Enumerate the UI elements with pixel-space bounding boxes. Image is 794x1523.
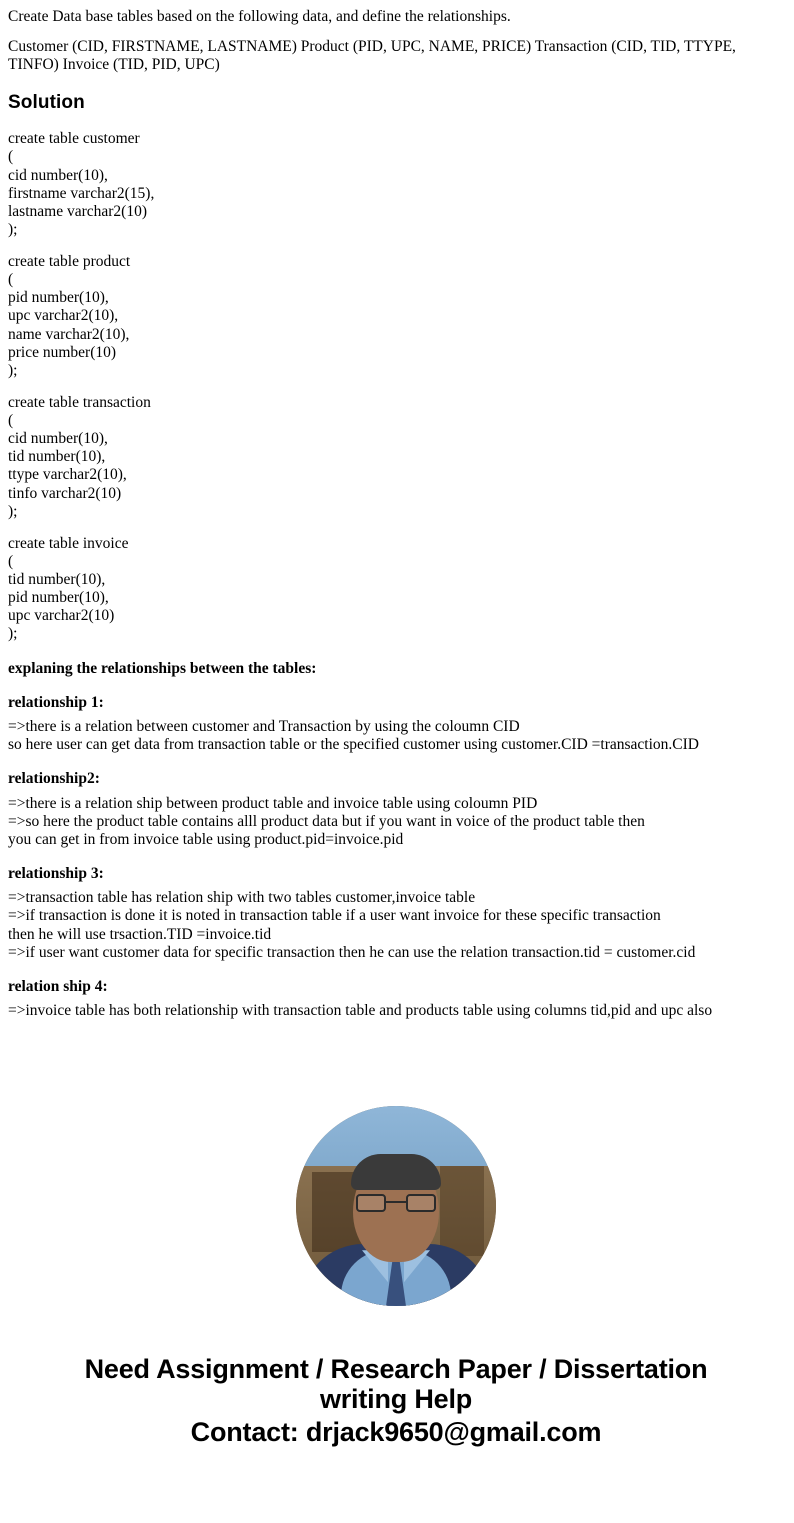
relationship-line: =>transaction table has relation ship with two tables customer,invoice table xyxy=(8,889,476,907)
relationship-line: =>there is a relation ship between product table and invoice table using coloumn PID xyxy=(8,794,538,812)
relationship-line: =>so here the product table contains alll product data but if you want in voice of the product table then xyxy=(8,812,645,830)
code-line: ttype varchar2(10), xyxy=(8,466,127,484)
relationship-title: relationship 3: xyxy=(8,865,104,883)
code-block-customer xyxy=(8,130,784,239)
relationship-1 xyxy=(8,694,784,755)
code-line: create table transaction xyxy=(8,393,151,411)
avatar-container xyxy=(8,1106,784,1306)
code-line: ( xyxy=(8,552,14,570)
glasses-lens-right xyxy=(406,1194,436,1212)
glasses-lens-left xyxy=(356,1194,386,1212)
glasses-bridge xyxy=(386,1201,406,1203)
code-line: upc varchar2(10) xyxy=(8,607,115,625)
code-line: create table customer xyxy=(8,130,140,148)
intro-paragraph-2: Customer (CID, FIRSTNAME, LASTNAME) Product (PID, UPC, NAME, PRICE) Transaction (CID, TID, TTYPE, TINFO) Invoice (TID, PID, UPC) xyxy=(8,37,736,73)
code-block-transaction xyxy=(8,394,784,521)
relationship-3 xyxy=(8,865,784,962)
code-line: ); xyxy=(8,361,18,379)
code-line: create table product xyxy=(8,253,131,271)
code-line: ); xyxy=(8,220,18,238)
relationship-title: relationship 1: xyxy=(8,693,104,711)
relationship-line: =>there is a relation between customer and Transaction by using the coloumn CID xyxy=(8,718,520,736)
intro-paragraph-1: Create Data base tables based on the following data, and define the relationships. xyxy=(8,8,511,25)
code-line: ( xyxy=(8,271,14,289)
code-line: ( xyxy=(8,148,14,166)
code-line: tinfo varchar2(10) xyxy=(8,484,122,502)
relationship-line: =>if user want customer data for specific transaction then he can use the relation transaction.tid = customer.cid xyxy=(8,943,696,961)
code-line: ); xyxy=(8,502,18,520)
relationship-line: you can get in from invoice table using product.pid=invoice.pid xyxy=(8,830,404,848)
relationship-line: =>invoice table has both relationship with transaction table and products table using columns tid,pid and upc also xyxy=(8,1002,713,1020)
footer-line-2: writing Help xyxy=(319,1384,473,1415)
code-line: ); xyxy=(8,625,18,643)
avatar-background-panel-right xyxy=(440,1166,484,1256)
footer-line-1: Need Assignment / Research Paper / Dissertation xyxy=(84,1354,708,1385)
code-line: tid number(10), xyxy=(8,571,106,589)
code-line: pid number(10), xyxy=(8,289,109,307)
code-line: price number(10) xyxy=(8,343,117,361)
avatar-hair xyxy=(351,1154,441,1190)
footer-promo xyxy=(8,1354,784,1447)
relationship-line: =>if transaction is done it is noted in transaction table if a user want invoice for these specific transaction xyxy=(8,907,661,925)
solution-heading: Solution xyxy=(8,91,85,113)
relationship-line: then he will use trsaction.TID =invoice.tid xyxy=(8,925,272,943)
code-block-product xyxy=(8,253,784,380)
code-line: tid number(10), xyxy=(8,448,106,466)
code-block-invoice xyxy=(8,535,784,644)
code-line: cid number(10), xyxy=(8,166,108,184)
code-line: name varchar2(10), xyxy=(8,325,130,343)
code-line: upc varchar2(10), xyxy=(8,307,119,325)
relationship-4 xyxy=(8,978,784,1020)
avatar xyxy=(296,1106,496,1306)
relationship-line: so here user can get data from transaction table or the specified customer using customer.CID =transaction.CID xyxy=(8,736,699,754)
relationship-title: relationship2: xyxy=(8,770,100,788)
glasses-icon xyxy=(356,1194,436,1212)
code-line: lastname varchar2(10) xyxy=(8,202,148,220)
relationship-title: relation ship 4: xyxy=(8,977,108,995)
code-line: firstname varchar2(15), xyxy=(8,184,155,202)
code-line: create table invoice xyxy=(8,534,129,552)
code-line: ( xyxy=(8,412,14,430)
footer-contact: Contact: drjack9650@gmail.com xyxy=(190,1416,602,1447)
relationship-2 xyxy=(8,770,784,849)
code-line: pid number(10), xyxy=(8,589,109,607)
relationships-heading: explaning the relationships between the tables: xyxy=(8,659,317,677)
code-line: cid number(10), xyxy=(8,430,108,448)
